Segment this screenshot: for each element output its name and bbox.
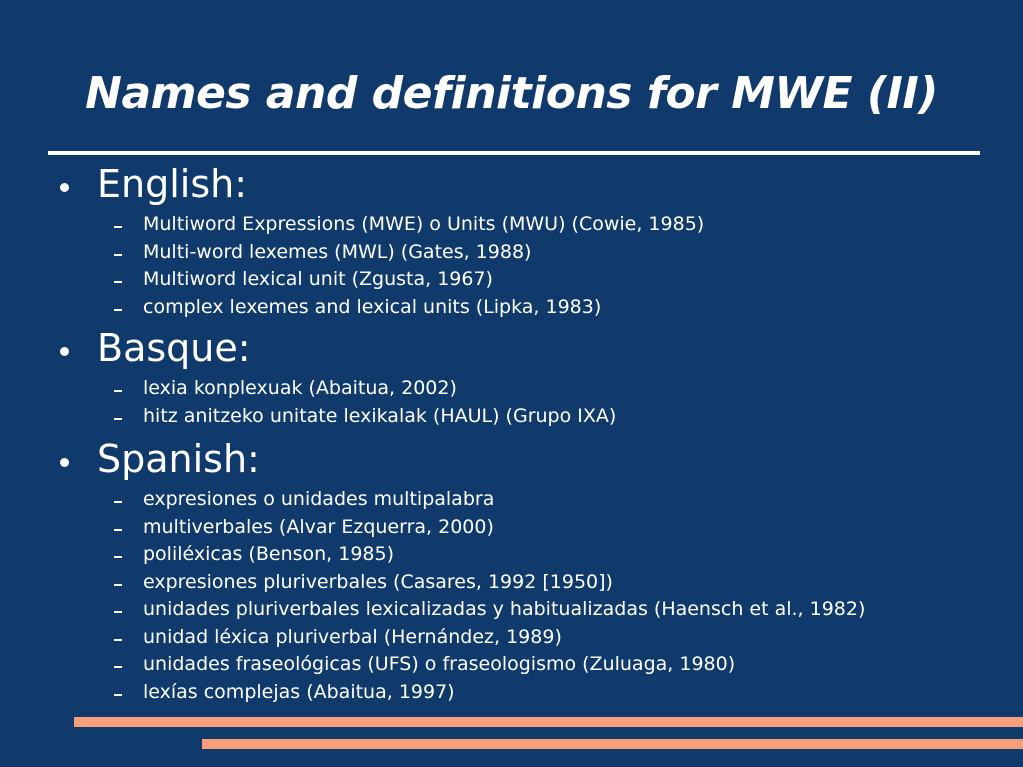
dash-icon <box>114 556 122 558</box>
list-item-text: Multiword Expressions (MWE) o Units (MWU) (Cowie, 1985) <box>143 213 705 235</box>
dash-icon <box>114 254 122 256</box>
dash-icon <box>114 639 122 641</box>
list-item-text: Multi-word lexemes (MWL) (Gates, 1988) <box>143 240 532 263</box>
bullet-dot-icon <box>60 347 69 356</box>
list-item-text: expresiones o unidades multipalabra <box>143 488 495 510</box>
list-item-text: Multiword lexical unit (Zgusta, 1967) <box>143 268 493 290</box>
dash-icon <box>114 418 122 420</box>
list-item-text: expresiones pluriverbales (Casares, 1992 [1950]) <box>143 570 613 593</box>
list-item-text: lexías complejas (Abaitua, 1997) <box>143 680 455 703</box>
list-item-text: multiverbales (Alvar Ezquerra, 2000) <box>143 515 494 538</box>
dash-icon <box>114 611 122 613</box>
dash-icon <box>114 584 122 586</box>
dash-icon <box>114 501 122 503</box>
section-label: Basque: <box>97 326 251 370</box>
list-item-text: unidades pluriverbales lexicalizadas y habitualizadas (Haensch et al., 1982) <box>143 598 866 620</box>
list-item-text: complex lexemes and lexical units (Lipka, 1983) <box>143 295 602 318</box>
slide-title: Names and definitions for MWE (II) <box>85 68 938 119</box>
bullet-dot-icon <box>60 458 69 467</box>
dash-icon <box>114 529 122 531</box>
dash-icon <box>114 226 122 228</box>
accent-bar-lower <box>202 739 1023 749</box>
accent-bar-upper <box>74 717 1023 727</box>
dash-icon <box>114 666 122 668</box>
bullet-dot-icon <box>60 183 69 192</box>
dash-icon <box>114 281 122 283</box>
dash-icon <box>114 309 122 311</box>
dash-icon <box>114 694 122 696</box>
list-item-text: unidad léxica pluriverbal (Hernández, 1989) <box>143 625 562 648</box>
list-item-text: unidades fraseológicas (UFS) o fraseologismo (Zuluaga, 1980) <box>143 653 736 675</box>
section-label: English: <box>97 162 248 206</box>
section-label: Spanish: <box>97 437 260 481</box>
dash-icon <box>114 390 122 392</box>
list-item-text: lexia konplexuak (Abaitua, 2002) <box>143 377 457 399</box>
list-item-text: hitz anitzeko unitate lexikalak (HAUL) (Grupo IXA) <box>143 404 617 427</box>
list-item-text: poliléxicas (Benson, 1985) <box>143 543 395 565</box>
title-divider <box>48 151 980 155</box>
